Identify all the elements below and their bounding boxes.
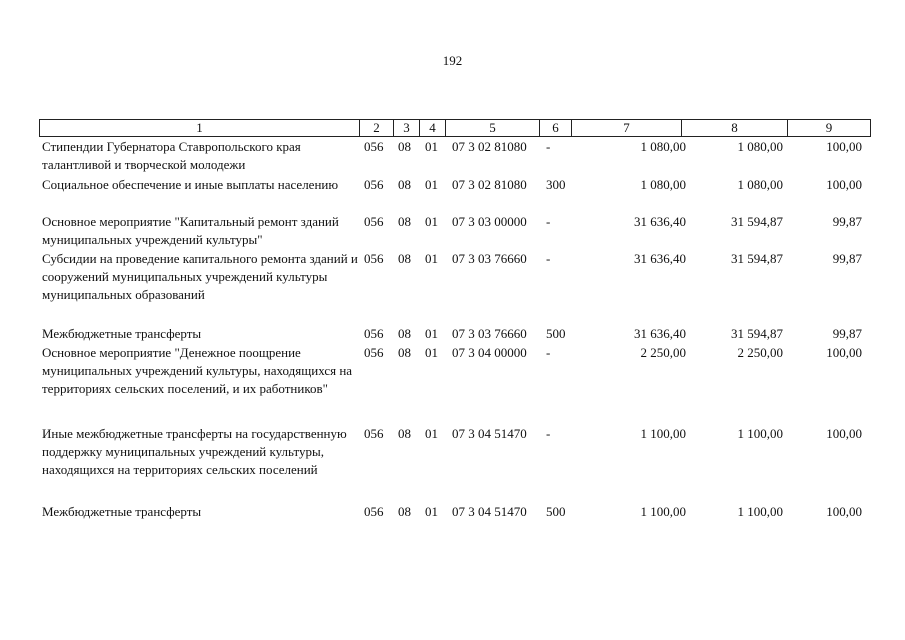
row-col-2: 056 — [364, 326, 384, 341]
table-header — [39, 119, 871, 137]
header-col-7: 7 — [572, 120, 682, 136]
row-col-4: 01 — [425, 214, 438, 229]
row-col-7: 1 080,00 — [640, 139, 686, 154]
row-col-6: - — [546, 345, 551, 360]
row-col-3: 08 — [398, 251, 411, 266]
row-col-3: 08 — [398, 139, 411, 154]
row-col-8: 31 594,87 — [731, 326, 783, 341]
row-col-3: 08 — [398, 345, 411, 360]
row-col-4: 01 — [425, 177, 438, 192]
row-name: Социальное обеспечение и иные выплаты населению — [42, 177, 339, 192]
row-col-9: 100,00 — [826, 345, 862, 360]
row-col-7: 2 250,00 — [640, 345, 686, 360]
row-col-4: 01 — [425, 326, 438, 341]
row-name: Иные межбюджетные трансферты на государственную поддержку муниципальных учреждений культуры, находящихся на территориях сельских поселений — [42, 426, 347, 477]
row-col-9: 99,87 — [832, 326, 862, 341]
row-name: Основное мероприятие "Капитальный ремонт зданий муниципальных учреждений культуры" — [42, 214, 339, 247]
row-col-7: 1 080,00 — [640, 177, 686, 192]
row-col-6: 500 — [546, 504, 566, 519]
row-col-2: 056 — [364, 139, 384, 154]
row-col-8: 2 250,00 — [737, 345, 783, 360]
row-col-4: 01 — [425, 251, 438, 266]
row-col-8: 31 594,87 — [731, 251, 783, 266]
row-col-9: 99,87 — [832, 214, 862, 229]
row-col-9: 100,00 — [826, 426, 862, 441]
row-col-8: 1 100,00 — [737, 426, 783, 441]
row-col-4: 01 — [425, 504, 438, 519]
row-col-2: 056 — [364, 251, 384, 266]
row-col-6: - — [546, 139, 551, 154]
row-col-6: 500 — [546, 326, 566, 341]
row-col-5: 07 3 04 51470 — [452, 426, 527, 441]
row-col-4: 01 — [425, 139, 438, 154]
row-col-5: 07 3 02 81080 — [452, 139, 527, 154]
header-col-1: 1 — [40, 120, 360, 136]
row-col-8: 1 100,00 — [737, 504, 783, 519]
row-col-3: 08 — [398, 326, 411, 341]
row-col-6: - — [546, 251, 551, 266]
row-col-7: 1 100,00 — [640, 426, 686, 441]
row-col-3: 08 — [398, 504, 411, 519]
row-col-2: 056 — [364, 214, 384, 229]
row-name: Межбюджетные трансферты — [42, 326, 202, 341]
row-name: Стипендии Губернатора Ставропольского края талантливой и творческой молодежи — [42, 139, 301, 172]
row-name: Основное мероприятие "Денежное поощрение муниципальных учреждений культуры, находящихся на территориях сельских поселений, и их работников" — [42, 345, 353, 396]
header-col-3: 3 — [394, 120, 420, 136]
row-col-8: 31 594,87 — [731, 214, 783, 229]
row-col-2: 056 — [364, 504, 384, 519]
header-col-5: 5 — [446, 120, 540, 136]
row-col-7: 1 100,00 — [640, 504, 686, 519]
row-col-7: 31 636,40 — [634, 326, 686, 341]
row-col-5: 07 3 02 81080 — [452, 177, 527, 192]
row-col-9: 100,00 — [826, 177, 862, 192]
header-col-9: 9 — [825, 120, 833, 135]
row-name: Межбюджетные трансферты — [42, 504, 202, 519]
row-col-2: 056 — [364, 426, 384, 441]
row-col-3: 08 — [398, 426, 411, 441]
row-col-3: 08 — [398, 177, 411, 192]
row-name: Субсидии на проведение капитального ремонта зданий и сооружений муниципальных учреждений культуры муниципальных образований — [42, 251, 358, 302]
row-col-9: 100,00 — [826, 504, 862, 519]
row-col-5: 07 3 03 00000 — [452, 214, 527, 229]
row-col-9: 100,00 — [826, 139, 862, 154]
row-col-7: 31 636,40 — [634, 251, 686, 266]
row-col-2: 056 — [364, 345, 384, 360]
row-col-6: - — [546, 426, 551, 441]
row-col-6: 300 — [546, 177, 566, 192]
row-col-5: 07 3 04 51470 — [452, 504, 527, 519]
row-col-8: 1 080,00 — [737, 177, 783, 192]
header-col-8: 8 — [682, 120, 788, 136]
header-col-4: 4 — [420, 120, 446, 136]
row-col-9: 99,87 — [832, 251, 862, 266]
row-col-4: 01 — [425, 345, 438, 360]
row-col-2: 056 — [364, 177, 384, 192]
row-col-3: 08 — [398, 214, 411, 229]
header-col-2: 2 — [360, 120, 394, 136]
header-col-6: 6 — [540, 120, 572, 136]
row-col-5: 07 3 04 00000 — [452, 345, 527, 360]
row-col-5: 07 3 03 76660 — [452, 251, 527, 266]
row-col-5: 07 3 03 76660 — [452, 326, 527, 341]
row-col-6: - — [546, 214, 551, 229]
page-number: 192 — [442, 53, 463, 68]
row-col-7: 31 636,40 — [634, 214, 686, 229]
row-col-4: 01 — [425, 426, 438, 441]
row-col-8: 1 080,00 — [737, 139, 783, 154]
